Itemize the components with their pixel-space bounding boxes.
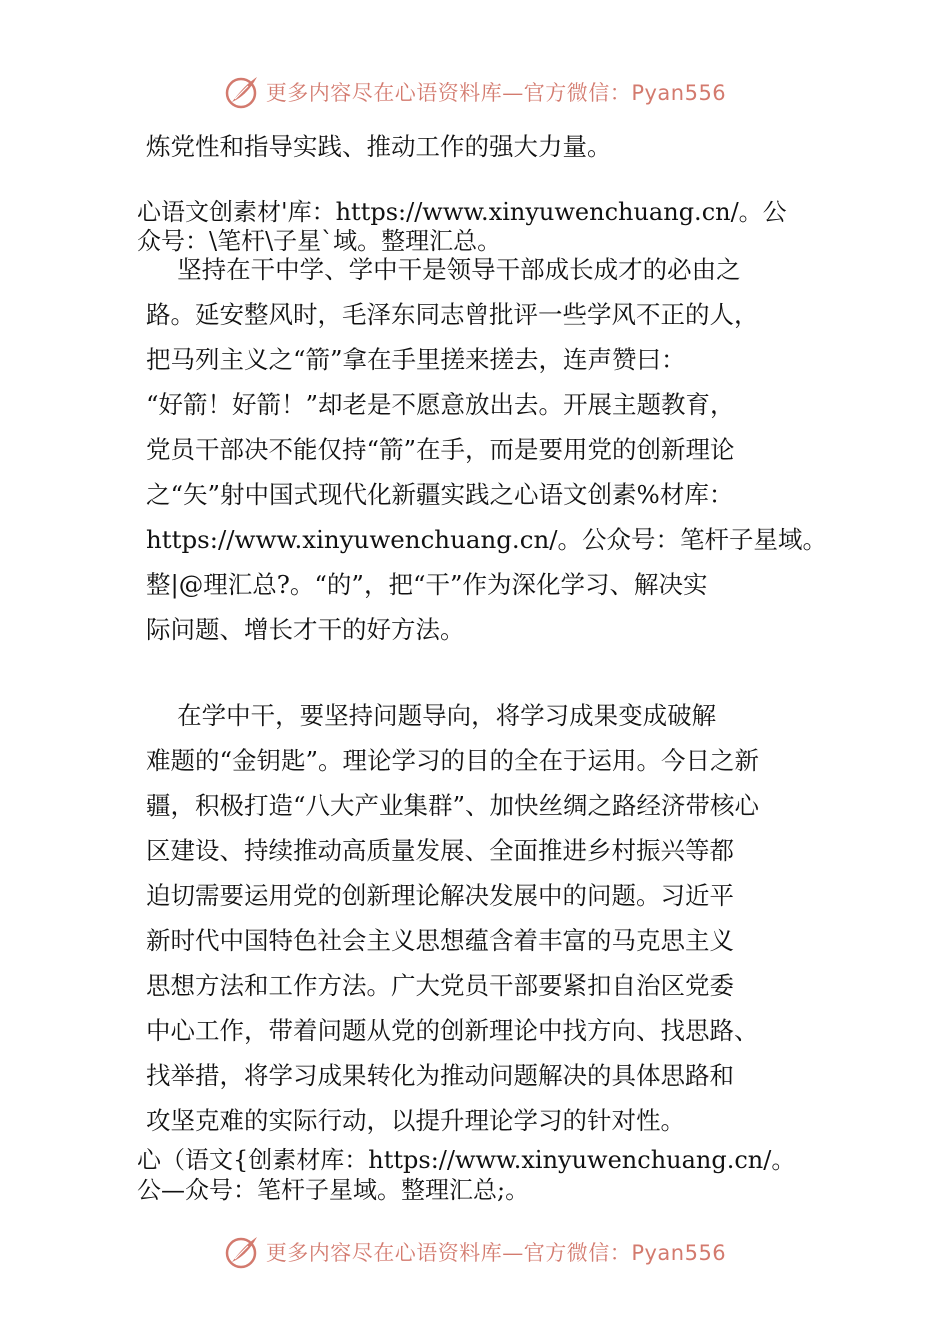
text-line: 新时代中国特色社会主义思想蕴含着丰富的马克思主义 [146,926,734,955]
text-line: 找举措，将学习成果转化为推动问题解决的具体思路和 [146,1061,734,1090]
text-line: 迫切需要运用党的创新理论解决发展中的问题。习近平 [146,881,734,910]
text-line: 路。延安整风时，毛泽东同志曾批评一些学风不正的人， [146,300,759,329]
source-note-line: 心（语文{创素材库：https://www.xinyuwenchuang.cn/。 [137,1146,796,1174]
wechat-id: Pyan556 [631,1241,727,1265]
footer-watermark [0,1232,950,1272]
text-line: 攻坚克难的实际行动，以提升理论学习的针对性。 [146,1106,685,1135]
source-note-line: 心语文创素材'库：https://www.xinyuwenchuang.cn/。公 [137,198,787,226]
text-line: 区建设、持续推动高质量发展、全面推进乡村振兴等都 [146,836,734,865]
text-line: 中心工作，带着问题从党的创新理论中找方向、找思路、 [146,1016,759,1045]
wechat-id: Pyan556 [631,81,727,105]
header-watermark [0,72,950,112]
quill-logo-icon [224,74,260,110]
source-note-line: 公—众号：笔杆子星域。整理汇总;。 [137,1176,530,1204]
text-line: 际问题、增长才干的好方法。 [146,615,465,644]
text-line: 在学中干，要坚持问题导向，将学习成果变成破解 [146,701,717,730]
text-line: 之“矢”射中国式现代化新疆实践之心语文创素%材库： [146,480,734,509]
text-line: 把马列主义之“箭”拿在手里搓来搓去，连声赞曰： [146,345,686,374]
text-line: 整|@理汇总?。“的”，把“干”作为深化学习、解决实 [146,570,708,599]
text-line: 党员干部决不能仅持“箭”在手，而是要用党的创新理论 [146,435,735,464]
text-line: 难题的“金钥匙”。理论学习的目的全在于运用。今日之新 [146,746,760,775]
text-line: https://www.xinyuwenchuang.cn/。公众号：笔杆子星域。 [146,525,827,554]
text-line: 思想方法和工作方法。广大党员干部要紧扣自治区党委 [146,971,734,1000]
text-line: 疆，积极打造“八大产业集群”、加快丝绸之路经济带核心 [146,791,760,820]
text-line: 炼党性和指导实践、推动工作的强大力量。 [146,132,612,161]
quill-logo-icon [224,1234,260,1270]
source-note-line: 众号：\笔杆\子星`域。整理汇总。 [137,227,502,255]
banner-label: 更多内容尽在心语资料库—官方微信：Pyan556 [265,1241,727,1265]
text-line: “好箭！好箭！”却老是不愿意放出去。开展主题教育， [146,390,735,419]
banner-label: 更多内容尽在心语资料库—官方微信：Pyan556 [265,81,727,105]
text-line: 坚持在干中学、学中干是领导干部成长成才的必由之 [146,255,741,284]
